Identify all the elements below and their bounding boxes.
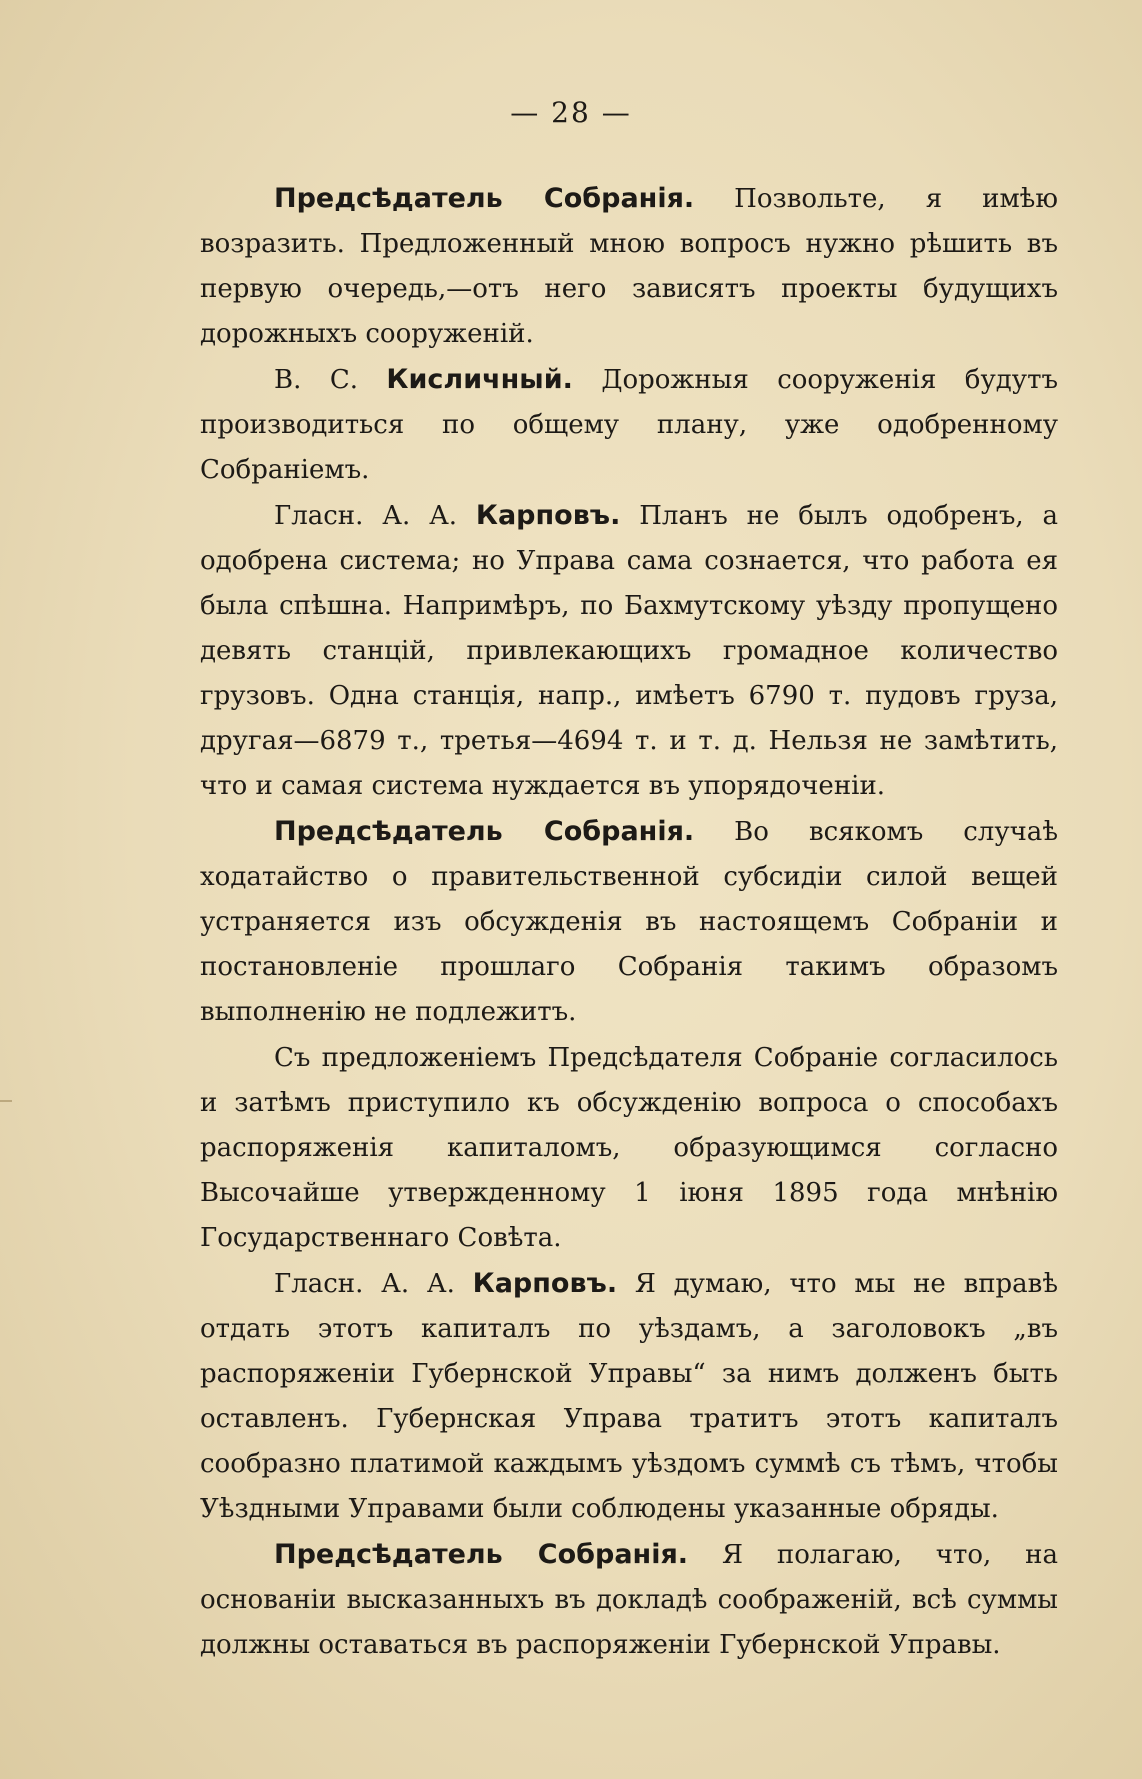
speaker-name: Кисличный. — [386, 364, 573, 395]
paragraph-text: Во всякомъ случаѣ ходатайство о правительственной субсидіи силой вещей устраняется изъ обсужденія въ настоящемъ Собраніи и постановленіе прошлаго Собранія такимъ образомъ выполненію не подлежитъ. — [200, 817, 1058, 1027]
paragraph-7 — [200, 1532, 1058, 1668]
page-edge-mark — [0, 1100, 12, 1102]
speaker-name: Предсѣдатель Собранія. — [274, 1539, 689, 1570]
speaker-name: Предсѣдатель Собранія. — [274, 816, 695, 847]
paragraph-1 — [200, 176, 1058, 357]
paragraph-6 — [200, 1261, 1058, 1532]
paragraph-text: Планъ не былъ одобренъ, а одобрена система; но Управа сама сознается, что работа ея была спѣшна. Напримѣръ, по Бахмутскому уѣзду пропущено девять станцій, привлекающихъ громадное количество грузовъ. Одна станція, напр., имѣетъ 6790 т. пудовъ груза, другая—6879 т., третья—4694 т. и т. д. Нельзя не замѣтить, что и самая система нуждается въ упорядоченіи. — [200, 501, 1058, 801]
paragraph-2 — [200, 357, 1058, 493]
paragraph-text: Дорожныя сооруженія будутъ производиться по общему плану, уже одобренному Собраніемъ. — [200, 365, 1058, 485]
speaker-prefix: В. С. — [274, 365, 387, 395]
speaker-name: Карповъ. — [475, 500, 621, 531]
paragraph-text: Позвольте, я имѣю возразить. Предложенный мною вопросъ нужно рѣшить въ первую очередь,—отъ него зависятъ проекты будущихъ дорожныхъ сооруженій. — [200, 184, 1058, 349]
speaker-prefix: Гласн. А. А. — [274, 501, 476, 531]
speaker-name: Карповъ. — [472, 1268, 618, 1299]
body-text — [200, 176, 1058, 1668]
paragraph-text: Съ предложеніемъ Предсѣдателя Собраніе согласилось и затѣмъ приступило къ обсужденію вопроса о способахъ распоряженія капиталомъ, образующимся согласно Высочайше утвержденному 1 іюня 1895 года мнѣнію Государственнаго Совѣта. — [200, 1043, 1058, 1253]
paragraph-3 — [200, 493, 1058, 809]
page-number: — 28 — — [510, 96, 632, 129]
paragraph-5 — [200, 1035, 1058, 1261]
paragraph-4 — [200, 809, 1058, 1035]
paragraph-text: Я полагаю, что, на основаніи высказанныхъ въ докладѣ соображеній, всѣ суммы должны оставаться въ распоряженіи Губернской Управы. — [200, 1540, 1059, 1660]
paragraph-text: Я думаю, что мы не вправѣ отдать этотъ капиталъ по уѣздамъ, а заголовокъ „въ распоряженіи Губернской Управы“ за нимъ долженъ быть оставленъ. Губернская Управа тратитъ этотъ капиталъ сообразно платимой каждымъ уѣздомъ суммѣ съ тѣмъ, чтобы Уѣздными Управами были соблюдены указанные обряды. — [200, 1269, 1058, 1524]
speaker-prefix: Гласн. А. А. — [274, 1269, 473, 1299]
speaker-name: Предсѣдатель Собранія. — [274, 183, 695, 214]
